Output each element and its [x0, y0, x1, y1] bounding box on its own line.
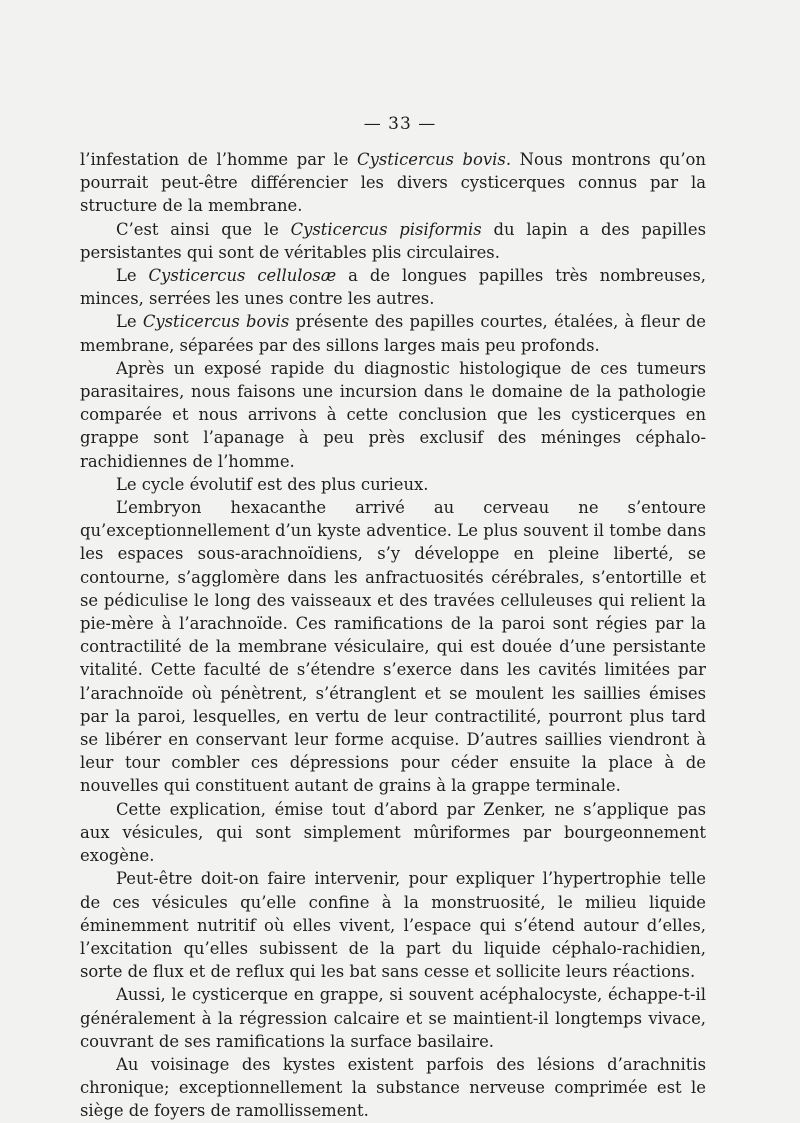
text-run: . Nous montrons qu’on pourrait peut-être différencier les divers cysticerques connus par la structure de la membrane. — [80, 150, 706, 216]
paragraph: Cette explication, émise tout d’abord par Zenker, ne s’applique pas aux vésicules, qui sont simplement mûriformes par bourgeonnement exogène. — [80, 799, 706, 866]
text-run: C’est ainsi que le — [116, 219, 291, 239]
text-run: a de longues papilles très nombreuses, minces, serrées les unes contre les autres. — [80, 266, 706, 309]
paragraph: Aussi, le cysticerque en grappe, si souvent acéphalocyste, échappe-t-il généralement à la régression calcaire et se maintient-il longtemps vivace, couvrant de ses ramifications la surface basilaire. — [80, 985, 706, 1051]
paragraph: Peut-être doit-on faire intervenir, pour expliquer l’hypertrophie telle de ces vésicules qu’elle confine à la monstruosité, le milieu liquide éminemment nutritif où elles vivent, l’espace qui s’étend autour d’elles, l’excitation qu’elles subissent de la part du liquide céphalo-rachidien, sorte de flux et de reflux qui les bat sans cesse et sollicite leurs réactions. — [80, 869, 706, 982]
species-name: Cysticercus cellulosæ — [148, 266, 337, 286]
page-number: — 33 — — [363, 114, 437, 134]
text-run: présente des papilles courtes, étalées, à fleur de membrane, séparées par des sillons larges mais peu profonds. — [80, 312, 706, 355]
paragraph: Le cycle évolutif est des plus curieux. — [116, 474, 429, 494]
paragraph: Après un exposé rapide du diagnostic histologique de ces tumeurs parasitaires, nous faisons une incursion dans le domaine de la pathologie comparée et nous arrivons à cette conclusion que les cysticerques en grappe sont l’apanage à peu près exclusif des méninges céphalo-rachidiennes de l’homme. — [80, 358, 706, 471]
paragraph: L’embryon hexacanthe arrivé au cerveau ne s’entoure qu’exceptionnellement d’un kyste adventice. Le plus souvent il tombe dans les espaces sous-arachnoïdiens, s’y développe en pleine liberté, se contourne, s’agglomère dans les anfractuosités cérébrales, s’entortille et se pédiculise le long des vaisseaux et des travées celluleuses qui relient la pie-mère à l’arachnoïde. Ces ramifications de la paroi sont régies par la contractilité de la membrane vésiculaire, qui est douée d’une persistante vitalité. Cette faculté de s’étendre s’exerce dans les cavités limitées par l’arachnoïde où pénètrent, s’étranglent et se moulent les saillies émises par la paroi, lesquelles, en vertu de leur contractilité, pourront plus tard se libérer en conservant leur forme acquise. D’autres saillies viendront à leur tour combler ces dépressions pour céder ensuite la place à de nouvelles qui constituent autant de grains à la grappe terminale. — [80, 498, 706, 796]
paragraph — [80, 148, 706, 218]
paragraph — [80, 264, 706, 310]
paragraph: Au voisinage des kystes existent parfois des lésions d’arachnitis chronique; exceptionnellement la substance nerveuse comprimée est le siège de foyers de ramollissement. — [80, 1054, 706, 1121]
species-name: Cysticercus pisiformis — [290, 219, 482, 239]
text-run: Le — [116, 312, 143, 332]
text-run: l’infestation de l’homme par le — [80, 150, 358, 169]
body-text — [80, 148, 706, 1123]
paragraph — [80, 310, 706, 356]
text-run: du lapin a des papilles persistantes qui sont de véritables plis circulaires. — [80, 219, 706, 262]
species-name: Cysticercus bovis — [142, 312, 290, 332]
text-run: Le — [116, 266, 149, 286]
paragraph — [80, 218, 706, 264]
species-name: Cysticercus bovis — [357, 150, 506, 169]
